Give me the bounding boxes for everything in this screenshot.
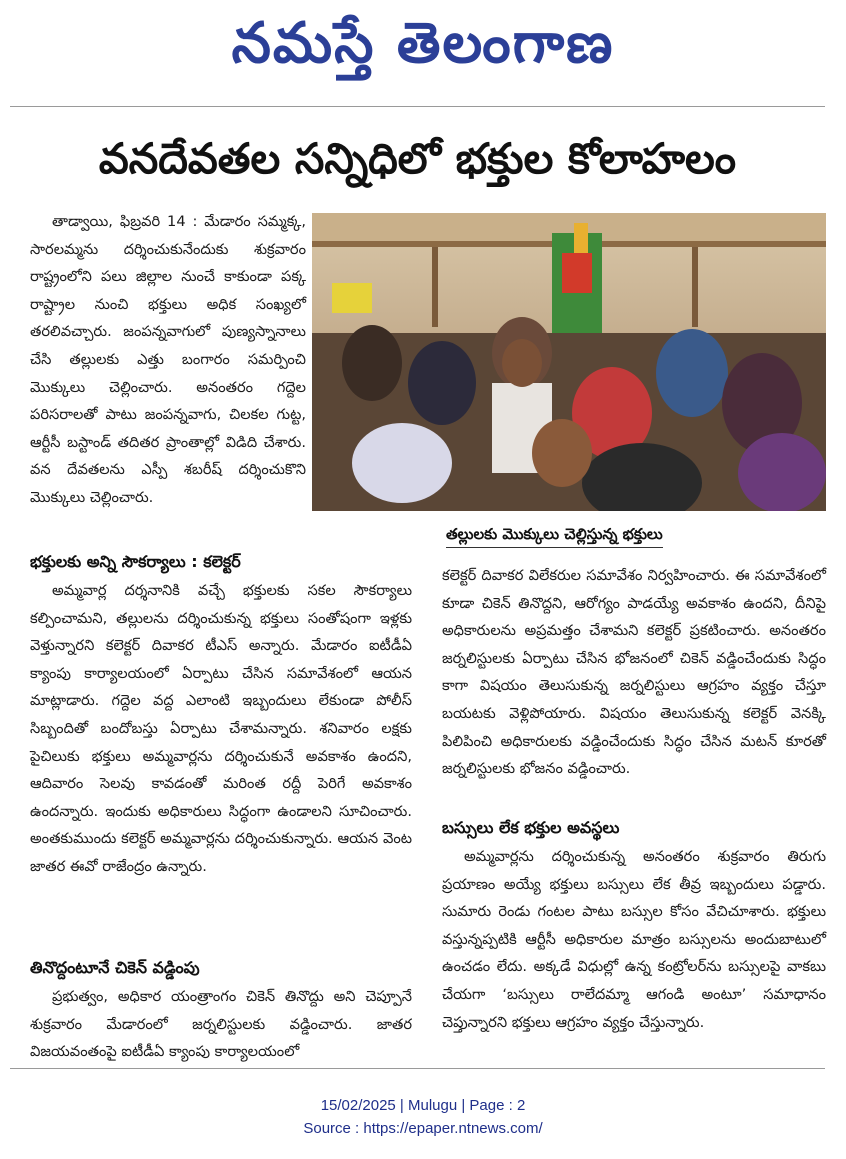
masthead-divider [10, 106, 825, 107]
article-photo [312, 213, 826, 511]
article-headline: వనదేవతల సన్నిధిలో భక్తుల కోలాహలం [98, 134, 737, 183]
chicken-paragraph-left: ప్రభుత్వం, అధికార యంత్రాంగం చికెన్ తినొద్దు అని చెప్పూనే శుక్రవారం మేడారంలో జర్నలిస్టులకు వడ్డించారు. జాతర విజయవంతంపై ఐటీడీఏ క్యాంపు కార్యాలయంలో [30, 988, 412, 1061]
devotees-crowd-photo [312, 213, 826, 511]
lead-paragraph: తాడ్వాయి, ఫిబ్రవరి 14 : మేడారం సమ్మక్క, సారలమ్మను దర్శించుకునేందుకు శుక్రవారం రాష్ట్రంలోని పలు జిల్లాల నుంచే కాకుండా పక్క రాష్ట్రాల నుంచి భక్తులు అధిక సంఖ్యలో తరలివచ్చారు. జంపన్నవాగులో పుణ్యస్నానాలు చేసి తల్లులకు ఎత్తు బంగారం సమర్పించి మొక్కులు చెల్లించారు. అనంతరం గద్దెల పరిసరాలతో పాటు జంపన్నవాగు, చిలకల గుట్ట, ఆర్టీసీ బస్టాండ్ తదితర ప్రాంతాల్లో విడిది చేశారు. వన దేవతలను ఎస్పీ శబరీష్ దర్శించుకొని మొక్కులు చెల్లించారు. [30, 213, 306, 506]
section-collector [30, 577, 412, 881]
photo-caption: తల్లులకు మొక్కులు చెల్లిస్తున్న భక్తులు [446, 521, 663, 548]
section-heading-buses: బస్సులు లేక భక్తుల అవస్థలు [442, 818, 620, 837]
newspaper-logo: నమస్తే తెలంగాణ [231, 11, 615, 76]
section-chicken-right [442, 562, 826, 783]
buses-paragraph: అమ్మవార్లను దర్శించుకున్న అనంతరం శుక్రవారం తిరుగు ప్రయాణం అయ్యే భక్తులు బస్సులు లేక తీవ్ర ఇబ్బందులు పడ్డారు. సుమారు రెండు గంటల పాటు బస్సుల కోసం వేచిచూశారు. భక్తులు వస్తున్నప్పటికి ఆర్టీసీ అధికారుల మాత్రం బస్సులను అందుబాటులో ఉంచడం లేదు. అక్కడే విధుల్లో ఉన్న కంట్రోలర్‌ను బస్సులపై వాకబు చేయగా ‘బస్సులు రాలేదమ్మా ఆగండి అంటూ’ సమాధానం చెప్తున్నారని భక్తులు ఆగ్రహం వ్యక్తం చేస్తున్నారు. [442, 848, 826, 1031]
footer-dateline: 15/02/2025 | Mulugu | Page : 2 [320, 1097, 526, 1114]
collector-paragraph: అమ్మవార్ల దర్శనానికి వచ్చే భక్తులకు సకల సౌకర్యాలు కల్పించామని, తల్లులను దర్శించుకున్న భక్తులు సంతోషంగా ఇళ్లకు వెళ్తున్నారని కలెక్టర్ దివాకర టీఎస్ అన్నారు. మేడారం ఐటీడీఏ క్యాంపు కార్యాలయంలో ఏర్పాటు చేసిన సమావేశంలో ఆయన మాట్లాడారు. గద్దెల వద్ద ఎలాంటి ఇబ్బందులు లేకుండా పోలీస్ సిబ్బందితో బందోబస్తు ఏర్పాటు చేశామన్నారు. శనివారం లక్షకు పైచిలుకు భక్తులు అమ్మవార్లను దర్శించుకునే అవకాశం ఉందని, ఆదివారం సెలవు కావడంతో మరింత రద్దీ పెరిగే అవకాశం ఉందన్నారు. ఇందుకు అధికారులు సిద్ధంగా ఉండాలని సూచించారు. అంతకుముందు కలెక్టర్ అమ్మవార్లను దర్శించుకున్నారు. ఆయన వెంట జాతర ఈవో రాజేంద్రం ఉన్నారు. [30, 582, 412, 875]
section-buses [442, 843, 826, 1036]
masthead [0, 0, 846, 96]
footer-divider [10, 1068, 825, 1069]
section-heading-chicken: తినొద్దంటూనే చికెన్ వడ్డింపు [30, 958, 200, 977]
chicken-paragraph-right: కలెక్టర్ దివాకర విలేకరుల సమావేశం నిర్వహించారు. ఈ సమావేశంలో కూడా చికెన్ తినొద్దని, ఆరోగ్యం పాడయ్యే అవకాశం ఉందని, దీనిపై అధికారులను అప్రమత్తం చేశామని కలెక్టర్ ప్రకటించారు. అనంతరం జర్నలిస్టులకు ఏర్పాటు చేసిన భోజనంలో చికెన్ వడ్డించేందుకు సిద్ధం కాగా విషయం తెలుసుకున్న జర్నలిస్టులు ఆగ్రహం వ్యక్తం చేస్తూ బయటకు వెళ్లిపోయారు. విషయం తెలుసుకున్న కలెక్టర్ వెనక్కి పిలిపించి అధికారులకు వడ్డించేందుకు సిద్ధం చేసిన మటన్ కూరతో జర్నలిస్టులకు భోజనం వడ్డించారు. [442, 567, 826, 778]
footer-source: Source : https://epaper.ntnews.com/ [303, 1120, 543, 1137]
section-chicken-left [30, 983, 412, 1066]
article-lead [30, 208, 306, 512]
section-heading-collector: భక్తులకు అన్ని సౌకర్యాలు : కలెక్టర్ [30, 552, 241, 571]
